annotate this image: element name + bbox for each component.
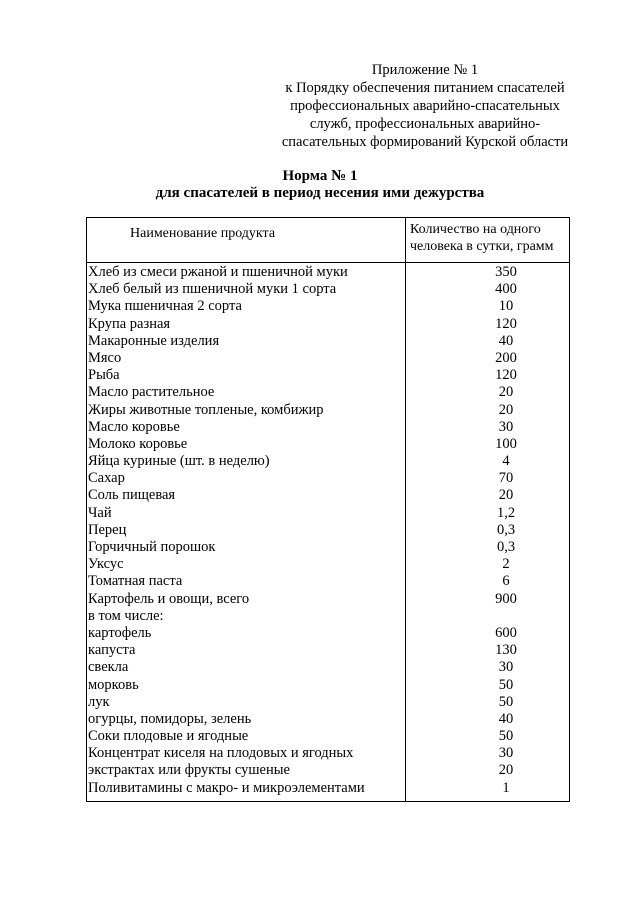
appendix-caption-line: к Порядку обеспечения питанием спасателей bbox=[285, 80, 565, 96]
table-row bbox=[88, 762, 568, 779]
table-row bbox=[88, 419, 568, 436]
table-row bbox=[88, 453, 568, 470]
table-row bbox=[88, 591, 568, 608]
product-name: картофель bbox=[88, 624, 152, 641]
appendix-number: Приложение № 1 bbox=[371, 62, 479, 78]
product-name: Уксус bbox=[88, 556, 124, 573]
appendix-caption-line: профессиональных аварийно-спасательных bbox=[290, 98, 560, 114]
product-quantity: 0,3 bbox=[496, 521, 516, 538]
product-quantity: 30 bbox=[498, 745, 514, 762]
product-quantity: 400 bbox=[495, 281, 517, 298]
product-name: в том числе: bbox=[88, 607, 164, 624]
table-row bbox=[88, 367, 568, 384]
product-quantity: 30 bbox=[498, 659, 514, 676]
product-name: Хлеб из смеси ржаной и пшеничной муки bbox=[88, 264, 348, 280]
product-name: Чай bbox=[88, 504, 112, 521]
table-row bbox=[88, 539, 568, 556]
table-row bbox=[88, 384, 568, 401]
table-row bbox=[88, 573, 568, 590]
table-row bbox=[88, 522, 568, 539]
product-quantity: 30 bbox=[498, 418, 514, 435]
product-quantity: 130 bbox=[495, 642, 517, 659]
product-name: огурцы, помидоры, зелень bbox=[88, 710, 252, 727]
product-quantity: 1,2 bbox=[496, 504, 516, 521]
product-name: Макаронные изделия bbox=[88, 332, 220, 349]
table-row bbox=[88, 728, 568, 745]
table-row bbox=[88, 642, 568, 659]
table-row bbox=[88, 298, 568, 315]
product-name: Концентрат киселя на плодовых и ягодных bbox=[88, 745, 354, 762]
product-name: свекла bbox=[88, 659, 129, 676]
product-name: Соки плодовые и ягодные bbox=[88, 728, 249, 745]
product-name: Масло коровье bbox=[88, 418, 180, 435]
product-quantity: 10 bbox=[498, 298, 514, 315]
table-row bbox=[88, 436, 568, 453]
product-name: Мясо bbox=[88, 349, 122, 366]
table-row bbox=[88, 402, 568, 419]
product-quantity: 50 bbox=[498, 676, 514, 693]
table-row bbox=[88, 745, 568, 762]
product-quantity: 40 bbox=[498, 710, 514, 727]
table-row bbox=[88, 780, 568, 797]
table-row bbox=[88, 677, 568, 694]
product-name: Хлеб белый из пшеничной муки 1 сорта bbox=[88, 281, 337, 298]
table-row bbox=[88, 625, 568, 642]
product-quantity: 200 bbox=[495, 349, 517, 366]
product-quantity: 1 bbox=[502, 779, 510, 796]
product-name: Соль пищевая bbox=[88, 487, 176, 504]
product-quantity: 0,3 bbox=[496, 539, 516, 555]
product-name: Томатная паста bbox=[88, 573, 183, 590]
column-header-product: Наименование продукта bbox=[130, 226, 276, 241]
product-quantity: 70 bbox=[498, 470, 514, 487]
table-row bbox=[88, 694, 568, 711]
product-name: Мука пшеничная 2 сорта bbox=[88, 298, 242, 315]
product-quantity: 20 bbox=[498, 401, 514, 418]
table-row bbox=[88, 487, 568, 504]
product-quantity: 900 bbox=[495, 590, 517, 607]
product-name: Молоко коровье bbox=[88, 435, 188, 452]
product-name: Горчичный порошок bbox=[88, 539, 216, 555]
product-name: Жиры животные топленые, комбижир bbox=[88, 401, 324, 418]
product-quantity: 120 bbox=[495, 315, 517, 332]
norm-title: Норма № 1 bbox=[282, 168, 358, 184]
product-quantity: 20 bbox=[498, 762, 514, 779]
product-quantity: 600 bbox=[495, 624, 517, 641]
product-quantity: 50 bbox=[498, 693, 514, 710]
product-quantity: 100 bbox=[495, 435, 517, 452]
product-name: Поливитамины с макро- и микроэлементами bbox=[88, 779, 365, 796]
table-body bbox=[88, 264, 568, 797]
table-row bbox=[88, 556, 568, 573]
product-name: Рыба bbox=[88, 367, 120, 384]
product-quantity: 50 bbox=[498, 728, 514, 745]
product-quantity: 20 bbox=[498, 384, 514, 401]
table-row bbox=[88, 659, 568, 676]
product-name: экстрактах или фрукты сушеные bbox=[88, 762, 290, 779]
product-name: Крупа разная bbox=[88, 315, 171, 332]
column-header-quantity-line: Количество на одного bbox=[410, 222, 541, 237]
product-quantity: 120 bbox=[495, 367, 517, 384]
norm-subtitle: для спасателей в период несения ими дежурства bbox=[155, 185, 485, 201]
table-row bbox=[88, 264, 568, 281]
table-row bbox=[88, 316, 568, 333]
product-name: Картофель и овощи, всего bbox=[88, 590, 250, 607]
table-row bbox=[88, 350, 568, 367]
column-header-quantity-line: человека в сутки, грамм bbox=[410, 239, 554, 254]
product-quantity: 40 bbox=[498, 332, 514, 349]
product-name: Перец bbox=[88, 521, 127, 538]
product-name: Сахар bbox=[88, 470, 125, 487]
table-row bbox=[88, 608, 568, 625]
table-row bbox=[88, 505, 568, 522]
appendix-header bbox=[270, 61, 580, 151]
table-row bbox=[88, 470, 568, 487]
product-quantity: 4 bbox=[502, 453, 510, 470]
appendix-caption-line: служб, профессиональных аварийно- bbox=[309, 116, 541, 132]
product-quantity: 6 bbox=[502, 573, 510, 590]
appendix-caption-line: спасательных формирований Курской области bbox=[281, 134, 569, 150]
product-quantity: 350 bbox=[495, 264, 517, 280]
product-name: Масло растительное bbox=[88, 384, 215, 401]
table-row bbox=[88, 333, 568, 350]
table-row bbox=[88, 281, 568, 298]
product-name: лук bbox=[88, 693, 110, 710]
column-header-quantity bbox=[410, 221, 570, 255]
product-name: капуста bbox=[88, 642, 136, 659]
table-row bbox=[88, 711, 568, 728]
product-quantity: 2 bbox=[502, 556, 510, 573]
product-name: морковь bbox=[88, 676, 139, 693]
header-divider bbox=[86, 262, 570, 263]
product-name: Яйца куриные (шт. в неделю) bbox=[88, 453, 270, 470]
product-quantity: 20 bbox=[498, 487, 514, 504]
